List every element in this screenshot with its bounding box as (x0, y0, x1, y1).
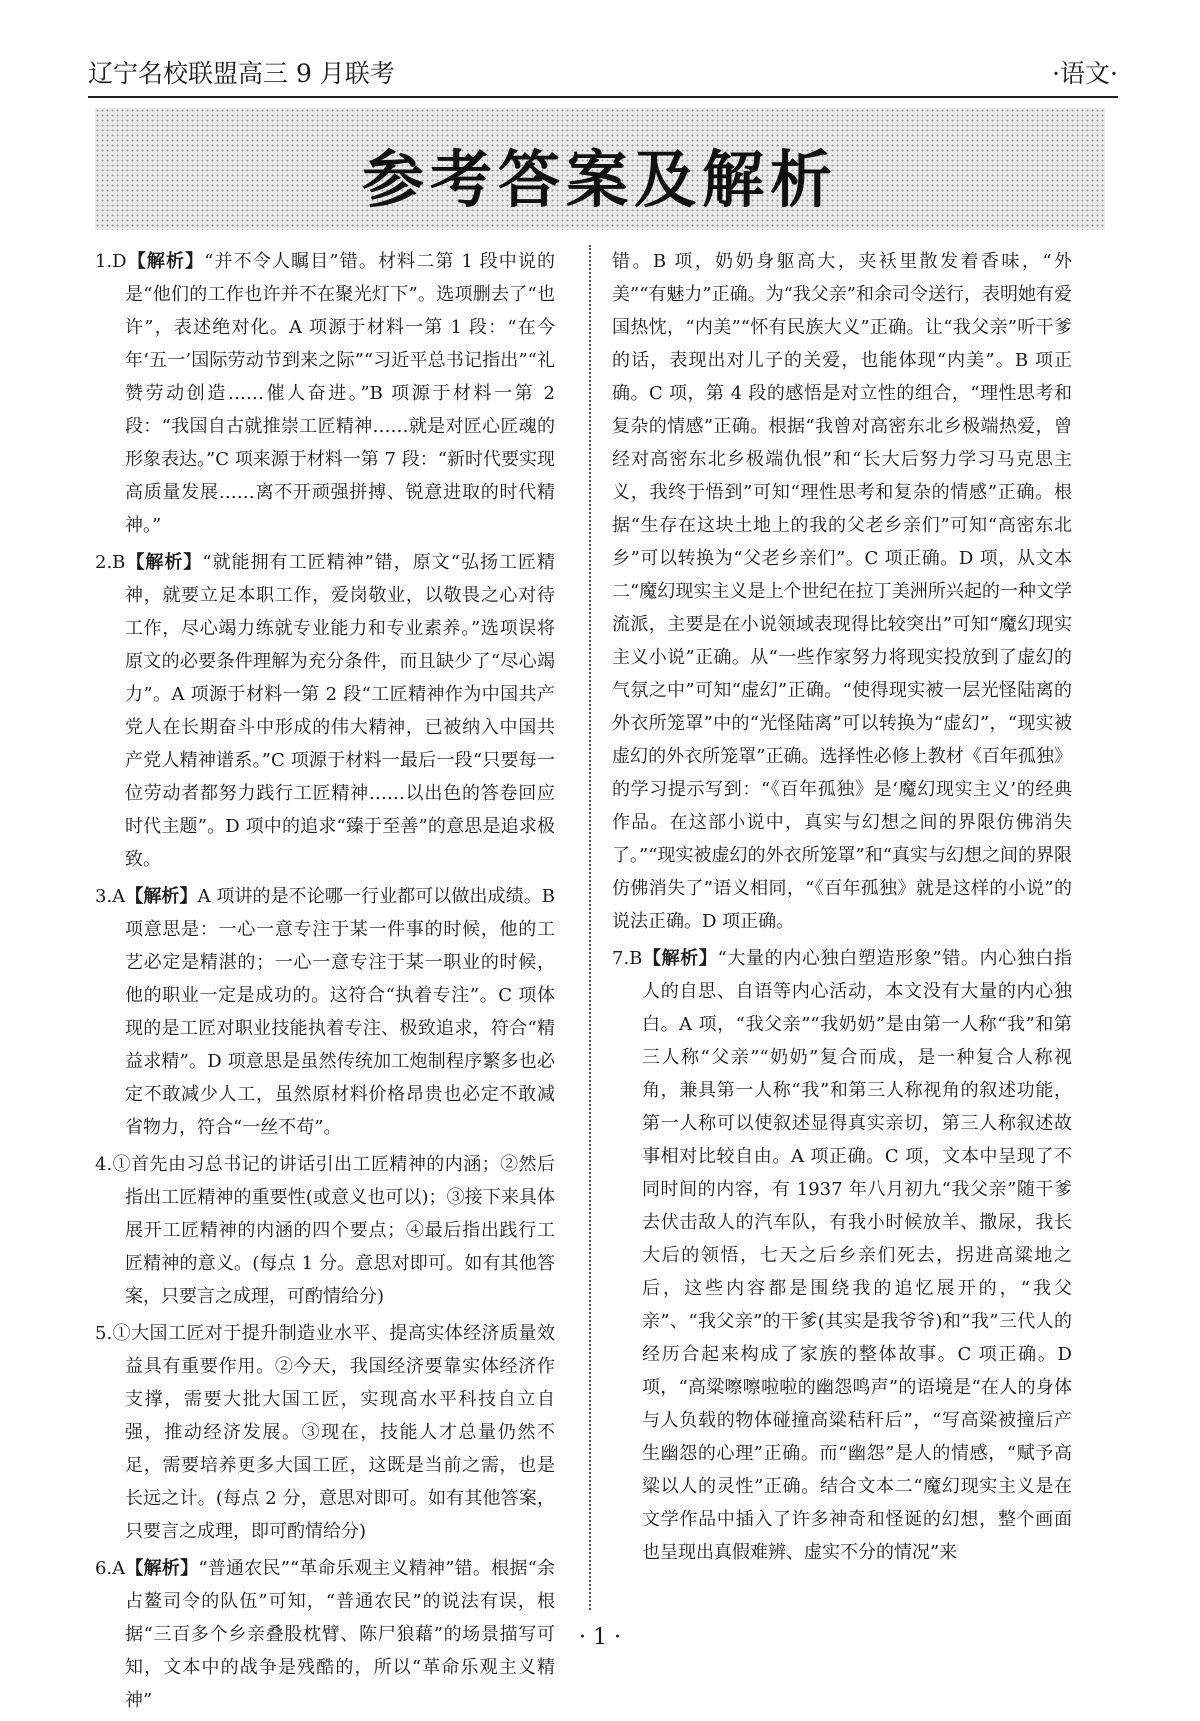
left-column (95, 245, 555, 1721)
item-number: 3.A (95, 886, 126, 907)
analysis-tag: 【解析】 (642, 948, 718, 969)
analysis-tag: 【解析】 (125, 552, 203, 573)
item-number: 1.D (95, 251, 127, 272)
item-text: “并不令人瞩目”错。材料二第 1 段中说的是“他们的工作也许并不在聚光灯下”。选项删去了“也许”，表述绝对化。A 项源于材料一第 1 段：“在今年‘五一’国际劳动节到来之际”“习近平总书记指出”“礼赞劳动创造……催人奋进。”B 项源于材料一第 2 段：“我国自古就推崇工匠精神……就是对匠心匠魂的形象表达。”C 项来源于材料一第 7 段：“新时代要实现高质量发展……离不开顽强拼搏、锐意进取的时代精神。” (125, 251, 556, 536)
item-number: 2.B (95, 552, 126, 573)
page-number: · 1 · (579, 1625, 621, 1650)
item-text: A 项讲的是不论哪一行业都可以做出成绩。B 项意思是：一心一意专注于某一件事的时候，他的工艺必定是精湛的；一心一意专注于某一职业的时候，他的职业一定是成功的。这符合“执着专注”。C 项体现的是工匠对职业技能执着专注、极致追求，符合“精益求精”。D 项意思是虽然传统加工炮制程序繁多也必定不敢减少人工，虽然原材料价格昂贵也必定不敢减省物力，符合“一丝不苟”。 (125, 886, 555, 1138)
title-banner (95, 108, 1105, 230)
answer-item-1 (95, 245, 555, 542)
answer-item-4 (95, 1148, 555, 1313)
answer-item-3 (95, 880, 555, 1144)
item-text: “普通农民”“革命乐观主义精神”错。根据“余占鳌司令的队伍”可知，“普通农民”的说法有误，根据“三百多个乡亲叠股枕臂、陈尸狼藉”的场景描写可知，文本中的战争是残酷的，所以“革命乐观主义精神” (125, 1558, 556, 1711)
exam-title: 辽宁名校联盟高三 9 月联考 (88, 59, 395, 88)
column-divider (589, 245, 591, 1610)
item-text: ①首先由习总书记的讲话引出工匠精神的内涵；②然后指出工匠精神的重要性(或意义也可以)；③接下来具体展开工匠精神的内涵的四个要点；④最后指出践行工匠精神的意义。(每点 1 分。意思对即可。如有其他答案，只要言之成理，可酌情给分) (112, 1154, 555, 1307)
item-number: 6.A (95, 1558, 126, 1579)
item-number: 7.B (612, 948, 643, 969)
analysis-tag: 【解析】 (126, 251, 205, 272)
right-column (612, 245, 1072, 1573)
item-text: “就能拥有工匠精神”错，原文“弘扬工匠精神，就要立足本职工作，爱岗敬业，以敬畏之心对待工作，尽心竭力练就专业能力和专业素养。”选项误将原文的必要条件理解为充分条件，而且缺少了“尽心竭力”。A 项源于材料一第 2 段“工匠精神作为中国共产党人在长期奋斗中形成的伟大精神，已被纳入中国共产党人精神谱系。”C 项源于材料一最后一段“只要每一位劳动者都努力践行工匠精神……以出色的答卷回应时代主题”。D 项中的追求“臻于至善”的意思是追求极致。 (125, 552, 555, 870)
analysis-tag: 【解析】 (125, 886, 198, 907)
item-number: 5. (95, 1323, 113, 1344)
document-title: 参考答案及解析 (361, 143, 838, 216)
answer-item-7 (612, 942, 1072, 1569)
answer-item-5 (95, 1317, 555, 1548)
item-text: ①大国工匠对于提升制造业水平、提高实体经济质量效益具有重要作用。②今天，我国经济要靠实体经济作支撑，需要大批大国工匠，实现高水平科技自立自强，推动经济发展。③现在，技能人才总量仍然不足，需要培养更多大国工匠，这既是当前之需，也是长远之计。(每点 2 分，意思对即可。如有其他答案，只要言之成理，即可酌情给分) (112, 1323, 555, 1542)
answer-item-2 (95, 546, 555, 876)
item-text: “大量的内心独白塑造形象”错。内心独白指人的自思、自语等内心活动，本文没有大量的内心独白。A 项，“我父亲”“我奶奶”是由第一人称“我”和第三人称“父亲”“奶奶”复合而成，是一种复合人称视角，兼具第一人称“我”和第三人称视角的叙述功能，第一人称可以使叙述显得真实亲切，第三人称叙述故事相对比较自由。A 项正确。C 项，文本中呈现了不同时间的内容，有 1937 年八月初九“我父亲”随干爹去伏击敌人的汽车队，有我小时候放羊、撒尿，我长大后的领悟，七天之后乡亲们死去，拐进高粱地之后，这些内容都是围绕我的追忆展开的，“我父亲”、“我父亲”的干爹(其实是我爷爷)和“我”三代人的经历合起来构成了家族的整体故事。C 项正确。D 项，“高粱嚓嚓啦啦的幽怨鸣声”的语境是“在人的身体与人负载的物体碰撞高粱秸秆后”，“写高粱被撞后产生幽怨的心理”正确。而“幽怨”是人的情感，“赋予高粱以人的灵性”正确。结合文本二“魔幻现实主义是在文学作品中插入了许多神奇和怪诞的幻想，整个画面也呈现出真假难辨、虚实不分的情况”来 (642, 948, 1073, 1563)
analysis-tag: 【解析】 (125, 1558, 199, 1579)
answer-item-6-continued: 错。B 项，奶奶身躯高大，夹袄里散发着香味，“外美”“有魅力”正确。为“我父亲”和余司令送行，表明她有爱国热忱，“内美”“怀有民族大义”正确。让“我父亲”听干爹的话，表现出对儿子的关爱，也能体现“内美”。B 项正确。C 项，第 4 段的感悟是对立性的组合，“理性思考和复杂的情感”正确。根据“我曾对高密东北乡极端热爱，曾经对高密东北乡极端仇恨”和“长大后努力学习马克思主义，我终于悟到”可知“理性思考和复杂的情感”正确。根据“生存在这块土地上的我的父老乡亲们”可知“高密东北乡”可以转换为“父老乡亲们”。C 项正确。D 项，从文本二“魔幻现实主义是上个世纪在拉丁美洲所兴起的一种文学流派，主要是在小说领域表现得比较突出”可知“魔幻现实主义小说”正确。从“一些作家努力将现实投放到了虚幻的气氛之中”可知“虚幻”正确。“使得现实被一层光怪陆离的外衣所笼罩”中的“光怪陆离”可以转换为“虚幻”，“现实被虚幻的外衣所笼罩”正确。选择性必修上教材《百年孤独》的学习提示写到：“《百年孤独》是‘魔幻现实主义’的经典作品。在这部小说中，真实与幻想之间的界限仿佛消失了。”“现实被虚幻的外衣所笼罩”和“真实与幻想之间的界限仿佛消失了”语义相同，“《百年孤独》就是这样的小说”的说法正确。D 项正确。 (612, 251, 1073, 932)
subject-label: ·语文· (1052, 59, 1118, 88)
page-header (88, 56, 1118, 98)
item-number: 4. (95, 1154, 113, 1175)
